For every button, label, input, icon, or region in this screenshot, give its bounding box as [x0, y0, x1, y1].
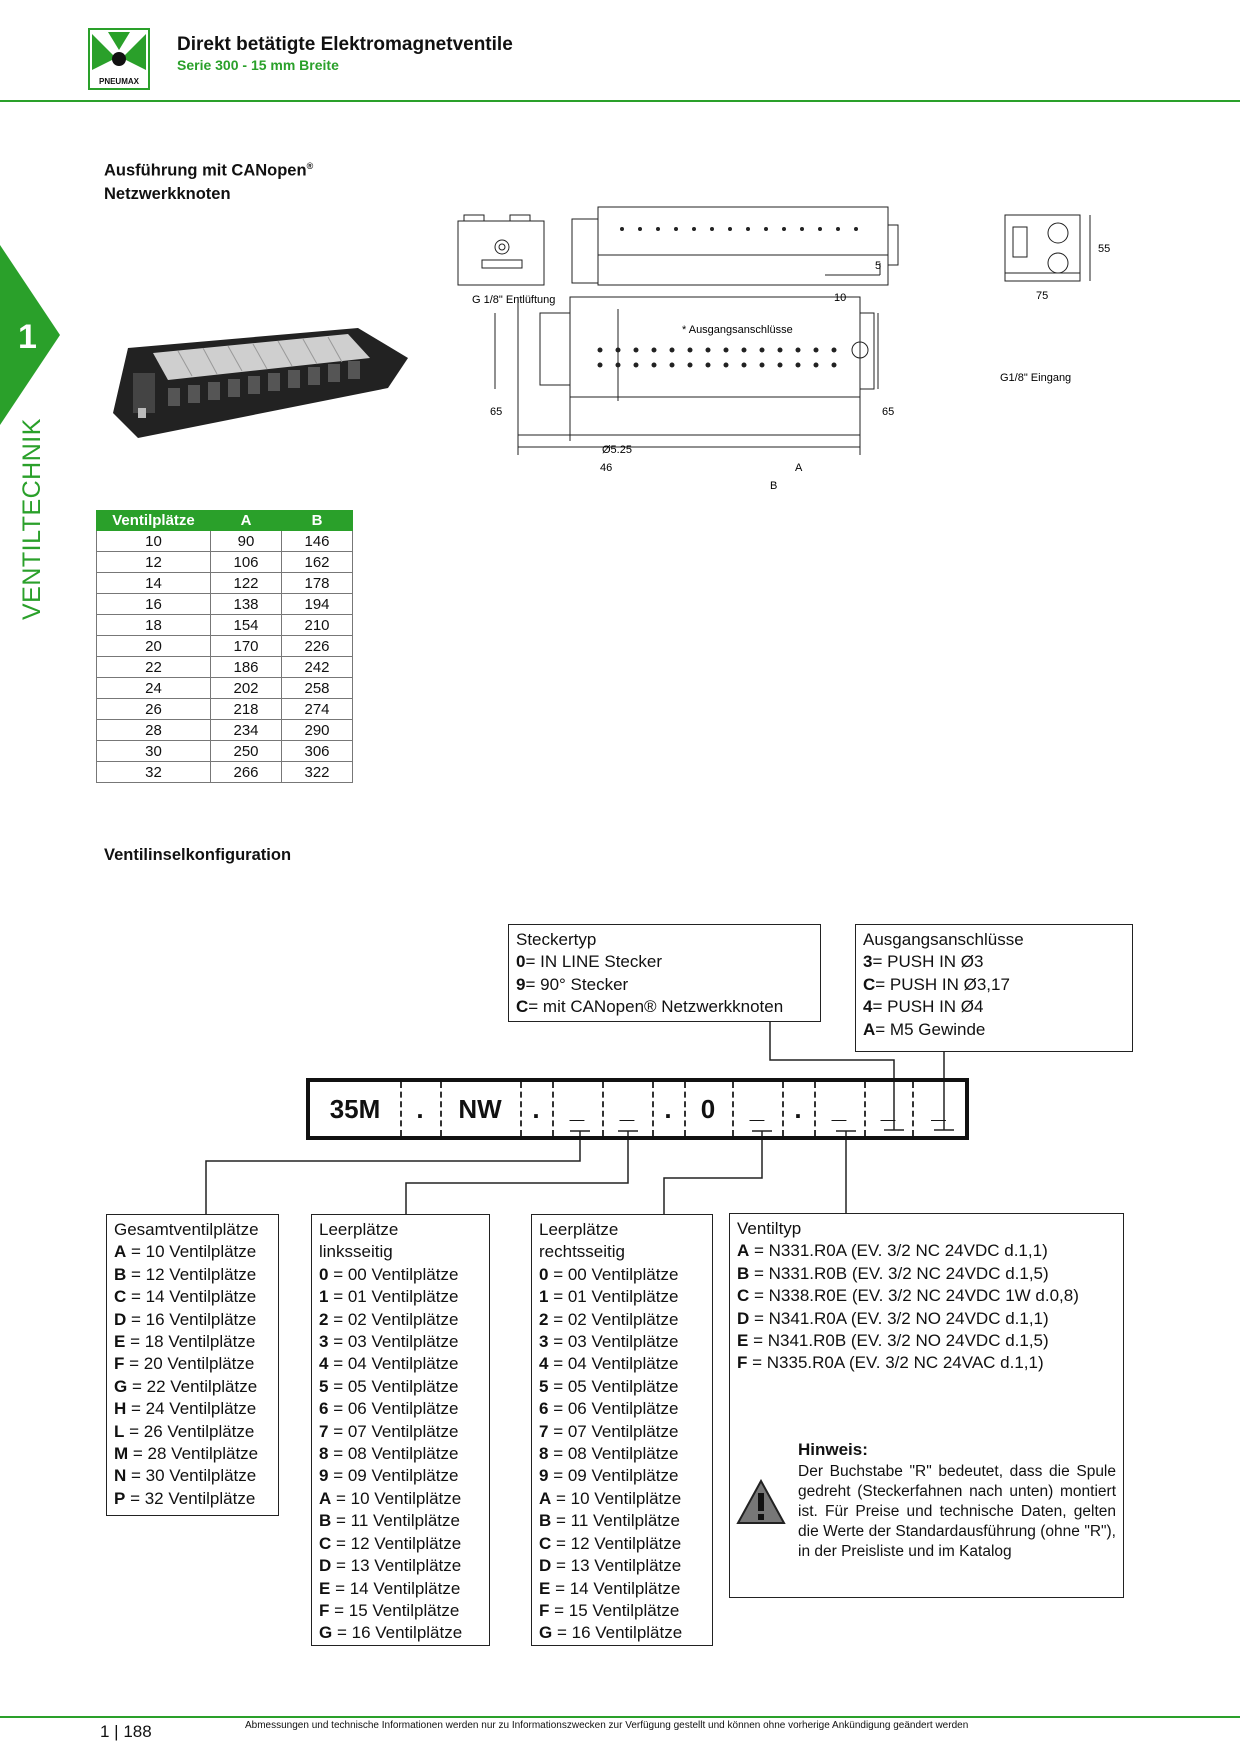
- table-cell: 234: [211, 720, 282, 741]
- list-item: 7 = 07 Ventilplätze: [539, 1421, 679, 1441]
- dim-5: 5: [875, 260, 882, 272]
- list-item: 6 = 06 Ventilplätze: [319, 1399, 459, 1419]
- list-item: B = 11 Ventilplätze: [539, 1511, 680, 1531]
- gesamtventilplaetze-box: [106, 1214, 279, 1516]
- table-row: [97, 678, 353, 699]
- table-row: [97, 573, 353, 594]
- steckertyp-title: Steckertyp: [516, 930, 597, 949]
- list-item: 1 = 01 Ventilplätze: [539, 1287, 679, 1307]
- list-item: G = 22 Ventilplätze: [114, 1376, 258, 1396]
- logo: [88, 28, 150, 90]
- table-cell: 226: [282, 636, 353, 657]
- logo-text: PNEUMAX: [98, 77, 140, 86]
- table-row: [97, 594, 353, 615]
- dim-75: 75: [1036, 290, 1049, 302]
- table-cell: 186: [211, 657, 282, 678]
- table-cell: 122: [211, 573, 282, 594]
- code-zero: 0: [700, 1094, 716, 1124]
- code-dot: .: [416, 1094, 424, 1124]
- table-row: [97, 531, 353, 552]
- dim-55: 55: [1098, 243, 1110, 255]
- table-cell: 138: [211, 594, 282, 615]
- table-row: [97, 657, 353, 678]
- dim-b: B: [770, 480, 778, 492]
- table-row: [97, 741, 353, 762]
- leer-rechts-title2: rechtsseitig: [539, 1242, 625, 1262]
- dim-10: 10: [834, 292, 847, 304]
- list-item: B = 12 Ventilplätze: [114, 1264, 257, 1284]
- list-item: A = 10 Ventilplätze: [539, 1488, 682, 1508]
- code-dot: .: [664, 1094, 672, 1124]
- product-photo: [108, 318, 408, 453]
- table-cell: 194: [282, 594, 353, 615]
- list-item: 8 = 08 Ventilplätze: [319, 1444, 459, 1464]
- list-item: 1 = 01 Ventilplätze: [319, 1287, 459, 1307]
- list-item: B = N331.R0B (EV. 3/2 NC 24VDC d.1,5): [737, 1263, 1049, 1283]
- table-cell: 28: [97, 720, 211, 741]
- table-cell: 258: [282, 678, 353, 699]
- list-item: A = 10 Ventilplätze: [114, 1242, 257, 1262]
- table-cell: 162: [282, 552, 353, 573]
- list-item: 2 = 02 Ventilplätze: [539, 1309, 679, 1329]
- header-ventilplaetze: Ventilplätze: [97, 511, 211, 531]
- page-subtitle: Serie 300 - 15 mm Breite: [177, 57, 339, 73]
- list-item: F = 15 Ventilplätze: [539, 1600, 680, 1620]
- list-item: N = 30 Ventilplätze: [114, 1466, 257, 1486]
- table-cell: 26: [97, 699, 211, 720]
- list-item: H = 24 Ventilplätze: [114, 1399, 257, 1419]
- table-cell: 202: [211, 678, 282, 699]
- ausgang-item: A= M5 Gewinde: [863, 1019, 986, 1039]
- header-b: B: [282, 511, 353, 531]
- dim-65-right: 65: [882, 406, 895, 418]
- dim-a: A: [795, 462, 803, 474]
- table-row: [97, 552, 353, 573]
- list-item: 6 = 06 Ventilplätze: [539, 1399, 679, 1419]
- table-cell: 90: [211, 531, 282, 552]
- list-item: G = 16 Ventilplätze: [539, 1623, 683, 1643]
- chapter-label: VENTILTECHNIK: [18, 418, 46, 620]
- label-outputs: * Ausgangsanschlüsse: [682, 324, 793, 336]
- table-cell: 266: [211, 762, 282, 783]
- ausgang-title: Ausgangsanschlüsse: [863, 930, 1024, 949]
- list-item: D = 13 Ventilplätze: [539, 1556, 682, 1576]
- table-cell: 106: [211, 552, 282, 573]
- table-cell: 250: [211, 741, 282, 762]
- steckertyp-item: 0= IN LINE Stecker: [516, 952, 662, 972]
- list-item: C = 12 Ventilplätze: [319, 1533, 462, 1553]
- leer-links-title1: Leerplätze: [319, 1220, 399, 1239]
- ausgang-box: [855, 924, 1133, 1052]
- list-item: 7 = 07 Ventilplätze: [319, 1421, 459, 1441]
- list-item: A = N331.R0A (EV. 3/2 NC 24VDC d.1,1): [737, 1241, 1048, 1261]
- list-item: E = 14 Ventilplätze: [539, 1578, 681, 1598]
- list-item: D = N341.R0A (EV. 3/2 NO 24VDC d.1,1): [737, 1308, 1049, 1328]
- table-cell: 170: [211, 636, 282, 657]
- table-cell: 18: [97, 615, 211, 636]
- list-item: 0 = 00 Ventilplätze: [539, 1264, 679, 1284]
- table-cell: 274: [282, 699, 353, 720]
- table-cell: 14: [97, 573, 211, 594]
- steckertyp-box: [508, 924, 821, 1022]
- code-dot: .: [532, 1094, 540, 1124]
- list-item: D = 13 Ventilplätze: [319, 1556, 462, 1576]
- header-divider: [0, 100, 1240, 102]
- table-cell: 306: [282, 741, 353, 762]
- dim-65-left: 65: [490, 406, 503, 418]
- leerplaetze-links-box: [311, 1214, 490, 1646]
- ventiltyp-title: Ventiltyp: [737, 1219, 802, 1238]
- list-item: 5 = 05 Ventilplätze: [539, 1376, 679, 1396]
- page-number: 1 | 188: [100, 1722, 152, 1741]
- dim-46: 46: [600, 462, 613, 474]
- ausgang-item: 4= PUSH IN Ø4: [863, 997, 984, 1017]
- list-item: M = 28 Ventilplätze: [114, 1444, 259, 1464]
- list-item: 8 = 08 Ventilplätze: [539, 1444, 679, 1464]
- list-item: 9 = 09 Ventilplätze: [539, 1466, 679, 1486]
- table-cell: 16: [97, 594, 211, 615]
- code-dot: .: [794, 1094, 802, 1124]
- ventiltyp-box: [729, 1213, 1124, 1598]
- list-item: 3 = 03 Ventilplätze: [539, 1332, 679, 1352]
- table-cell: 290: [282, 720, 353, 741]
- list-item: F = 20 Ventilplätze: [114, 1354, 255, 1374]
- list-item: A = 10 Ventilplätze: [319, 1488, 462, 1508]
- code-slot-gesamt: _: [569, 1094, 585, 1124]
- list-item: 2 = 02 Ventilplätze: [319, 1309, 459, 1329]
- list-item: C = 12 Ventilplätze: [539, 1533, 682, 1553]
- list-item: 4 = 04 Ventilplätze: [319, 1354, 459, 1374]
- chapter-number: 1: [18, 318, 37, 356]
- section-title-config: Ventilinselkonfiguration: [104, 846, 292, 864]
- table-row: [97, 636, 353, 657]
- list-item: P = 32 Ventilplätze: [114, 1488, 256, 1508]
- code-slot-steckertyp: _: [880, 1094, 896, 1124]
- table-cell: 10: [97, 531, 211, 552]
- ausgang-item: 3= PUSH IN Ø3: [863, 952, 984, 972]
- leer-links-title2: linksseitig: [319, 1242, 393, 1262]
- hint-title: Hinweis:: [798, 1440, 868, 1459]
- steckertyp-item: C= mit CANopen® Netzwerkknoten: [516, 997, 784, 1017]
- table-cell: 178: [282, 573, 353, 594]
- list-item: E = 14 Ventilplätze: [319, 1578, 461, 1598]
- table-cell: 32: [97, 762, 211, 783]
- table-cell: 24: [97, 678, 211, 699]
- list-item: 4 = 04 Ventilplätze: [539, 1354, 679, 1374]
- code-slot-ventiltyp: _: [831, 1094, 847, 1124]
- table-cell: 210: [282, 615, 353, 636]
- table-cell: 146: [282, 531, 353, 552]
- dim-phi: Ø5.25: [602, 444, 632, 456]
- ausgang-item: C= PUSH IN Ø3,17: [863, 974, 1010, 994]
- hint-text: Der Buchstabe "R" bedeutet, dass die Spule gedreht (Steckerfahnen nach unten) montiert ist. Für Preise und technische Daten, gelten die Werte der Standardausführung (ohne "R"), in der Preisliste und im Katalog: [798, 1463, 1116, 1560]
- code-slot-leer-rechts: _: [749, 1094, 765, 1124]
- list-item: D = 16 Ventilplätze: [114, 1309, 257, 1329]
- table-cell: 154: [211, 615, 282, 636]
- leerplaetze-rechts-box: [531, 1214, 713, 1646]
- list-item: F = N335.R0A (EV. 3/2 NC 24VAC d.1,1): [737, 1353, 1044, 1373]
- table-cell: 22: [97, 657, 211, 678]
- table-cell: 218: [211, 699, 282, 720]
- steckertyp-item: 9= 90° Stecker: [516, 974, 629, 994]
- gesamt-title: Gesamtventilplätze: [114, 1220, 259, 1239]
- list-item: 0 = 00 Ventilplätze: [319, 1264, 459, 1284]
- footer-divider: [0, 1716, 1240, 1718]
- list-item: L = 26 Ventilplätze: [114, 1421, 255, 1441]
- table-row: [97, 762, 353, 783]
- list-item: C = N338.R0E (EV. 3/2 NC 24VDC 1W d.0,8): [737, 1286, 1079, 1306]
- table-cell: 20: [97, 636, 211, 657]
- header-a: A: [211, 511, 282, 531]
- table-row: [97, 699, 353, 720]
- footer-disclaimer: Abmessungen und technische Informationen werden nur zu Informationszwecken zur Verfügung gestellt und können ohne vorherige Ankündigung geändert werden: [245, 1720, 969, 1731]
- table-row: [97, 720, 353, 741]
- list-item: E = 18 Ventilplätze: [114, 1332, 256, 1352]
- table-cell: 30: [97, 741, 211, 762]
- list-item: 3 = 03 Ventilplätze: [319, 1332, 459, 1352]
- label-g18-vent: G 1/8" Entlüftung: [472, 294, 556, 306]
- list-item: G = 16 Ventilplätze: [319, 1623, 463, 1643]
- code-nw: NW: [458, 1094, 502, 1124]
- warning-icon: [736, 1479, 786, 1531]
- table-row: [97, 615, 353, 636]
- table-cell: 242: [282, 657, 353, 678]
- list-item: E = N341.R0B (EV. 3/2 NO 24VDC d.1,5): [737, 1331, 1049, 1351]
- code-slot-leer-links: _: [619, 1094, 635, 1124]
- page-title: Direkt betätigte Elektromagnetventile: [177, 34, 513, 55]
- code-slot-ausgang: _: [931, 1094, 946, 1124]
- list-item: B = 11 Ventilplätze: [319, 1511, 460, 1531]
- list-item: 5 = 05 Ventilplätze: [319, 1376, 459, 1396]
- config-code-bar: [306, 1078, 969, 1140]
- dimensions-table: [96, 510, 353, 783]
- list-item: C = 14 Ventilplätze: [114, 1287, 257, 1307]
- table-cell: 322: [282, 762, 353, 783]
- table-cell: 12: [97, 552, 211, 573]
- leer-rechts-title1: Leerplätze: [539, 1220, 619, 1239]
- technical-drawing: [450, 205, 1110, 495]
- list-item: F = 15 Ventilplätze: [319, 1600, 460, 1620]
- code-prefix: 35M: [329, 1094, 381, 1124]
- list-item: 9 = 09 Ventilplätze: [319, 1466, 459, 1486]
- section-title-canopen: Ausführung mit CANopen® Netzwerkknoten: [104, 161, 314, 203]
- label-g18-inlet: G1/8" Eingang: [1000, 372, 1072, 384]
